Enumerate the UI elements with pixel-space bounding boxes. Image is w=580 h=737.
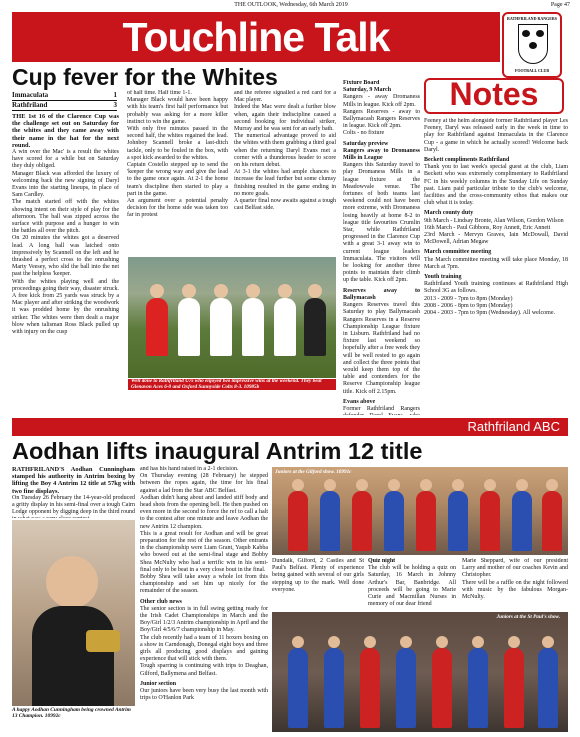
boxer-figure bbox=[512, 491, 532, 551]
paragraph: of half time. Half time 1-1. bbox=[127, 90, 192, 96]
banner-title: Touchline Talk bbox=[122, 14, 390, 60]
paragraph: Former Rathfriland Rangers bbox=[343, 405, 420, 412]
page-header bbox=[12, 2, 570, 12]
story2-column-1 bbox=[12, 466, 135, 518]
paragraph: 9th March - Lindsay Bronte, Alan Wilson, Gordon Wilson bbox=[424, 217, 564, 224]
crest-bottom-text: FOOTBALL CLUB bbox=[514, 68, 550, 73]
paragraph: and the referee signalled a red card for a Mac player. bbox=[234, 90, 336, 104]
paragraph: The match started off with the whites showing intent on their style of play for the afternoon. The ball was zipped across the surface with purpose and a hunger to win the battles all over the pitch. bbox=[12, 199, 119, 235]
boxer-figure bbox=[384, 491, 404, 551]
paragraph: On Tuesday 26 February the 14-year-old produced a gritty display in his semi-final over a tough Cairn Lodge opponent by digging deep in the third round bbox=[12, 494, 135, 516]
boxer-figure bbox=[288, 491, 308, 551]
boxer-figure bbox=[352, 491, 372, 551]
boxer-figure bbox=[396, 648, 416, 728]
boxer-figure bbox=[416, 491, 436, 551]
paragraph: and has his hand raised in a 2-1 decision. bbox=[140, 466, 239, 472]
paragraph: An argument over a potential penalty decision for the home side was taken too far in protest bbox=[127, 198, 228, 219]
paragraph: With only five minutes passed in the second half, the whites regained the lead. Johnboy Scannell broke a last-ditch tackle, only to be fouled in the box, with a spot kick awarded to the whites. bbox=[127, 126, 228, 161]
photo3-caption: Juniors at the St Paul's show. bbox=[496, 614, 560, 620]
team-photo-u7s bbox=[128, 257, 336, 378]
paragraph: Bobby Shea will take away a whole lot from this championship and set him up nicely for the remainder of the season. bbox=[140, 574, 268, 595]
paragraph: Colts - no fixture bbox=[343, 130, 385, 137]
subheading: Rangers away to Dromaness Mills in League bbox=[343, 147, 420, 162]
boxer-figure bbox=[448, 491, 468, 551]
paragraph: The numerical advantage proved to aid the whites with them grabbing a third goal when the returning Daryl Evans met a corner with a thunderous header to score on his return debut. bbox=[234, 133, 336, 169]
paragraph: Our juniors have been very busy the last month with trips to O'Hanlon Park bbox=[140, 688, 268, 702]
story1-headline: Cup fever for the Whites bbox=[12, 64, 278, 90]
boxer-figure bbox=[320, 491, 340, 551]
boxer-figure bbox=[288, 648, 308, 728]
paragraph: 2004 - 2003 - 7pm to 9pm (Wednesday). All welcome. bbox=[424, 310, 555, 317]
boxer-figure bbox=[360, 648, 380, 728]
section-label: Rathfriland ABC bbox=[467, 419, 560, 434]
team-name: Immaculata bbox=[12, 91, 49, 99]
subheading: Reserves away to Ballymacash bbox=[343, 287, 420, 301]
photo2-caption: Juniors at the Gilford show. 10991c bbox=[275, 469, 352, 475]
paragraph: Manager Black would have been happy with his team's first half performance but probably was asking for a more killer instinct to win the game. bbox=[127, 97, 228, 125]
photo4-caption: A happy Aodhan Cunningham being crowned Antrim 13 Champion. 10992c bbox=[12, 707, 131, 719]
photo1-caption: Well done to Rathfriland U7s who enjoyed two impressive wins at the weekend. They beat Glenavon Aces 6-0 and Oxford Sunnyside Colts 8-3. 10985b bbox=[128, 379, 336, 390]
notes-box bbox=[424, 78, 564, 114]
boxer-head bbox=[46, 556, 98, 608]
paragraph: Rangers Reserves - away to Ballymacash Rangers Reserves in league. Kick off 2pm. bbox=[343, 108, 420, 130]
subheading: Beckett compliments Rathfriland bbox=[424, 157, 510, 164]
header-date: THE OUTLOOK, Wednesday, 6th March 2019 bbox=[234, 2, 348, 8]
subheading: March county duty bbox=[424, 210, 474, 217]
boxer-figure bbox=[480, 491, 500, 551]
fixture-board bbox=[343, 80, 420, 415]
player-figure bbox=[242, 298, 264, 356]
paragraph: A win over the Mac' is a result the whites have scored for a while but on Saturday they duly obliged. bbox=[12, 149, 119, 170]
section-banner bbox=[12, 12, 500, 62]
player-figure bbox=[146, 298, 168, 356]
score-row bbox=[12, 101, 117, 111]
team-score: 3 bbox=[113, 101, 117, 109]
story1-lead: THE 1st 16 of the Clarence Cup was the challenge set out on Saturday for the whites and they came away with their name in the hat for the next round. bbox=[12, 113, 119, 149]
notes-column bbox=[424, 118, 568, 415]
paragraph: On 20 minutes the whites got a deserved lead. A long ball was latched onto impressively by Scannell on the left and he thrashed a perfect cross to the onrushing Marty Veesey, who slid the ball into the net past the helpless 'keeper. bbox=[12, 235, 119, 278]
subheading: Quiz night bbox=[368, 558, 396, 564]
boxer-figure bbox=[504, 648, 524, 728]
subheading: Other club news bbox=[140, 598, 182, 605]
story2-column-2 bbox=[140, 466, 268, 734]
player-figure bbox=[304, 298, 326, 356]
paragraph: Captain Costello stepped up to send the 'keeper the wrong way and give the lead to the game once again. At 2-1 the home team's discipline then started to play a part in the game. bbox=[127, 162, 228, 197]
fixture-date: Saturday, 9 March bbox=[343, 87, 392, 94]
section-bar bbox=[12, 418, 568, 436]
fixture-title: Fixture Board bbox=[343, 80, 380, 86]
paragraph: The March committee meeting will take place Monday, 18 March at 7pm. bbox=[424, 256, 568, 270]
boxer-figure bbox=[542, 491, 562, 551]
paragraph: 2013 - 2009 - 7pm to 8pm (Monday) bbox=[424, 295, 513, 302]
paragraph: Rathfriland Youth training continues at Rathfriland High School 3G as follows. bbox=[424, 281, 568, 295]
score-box bbox=[12, 91, 117, 111]
paragraph: Manager Black was afforded the luxury of welcoming back the new signing of Daryl Evans into the starting lineups, in place of Sam Cardley. bbox=[12, 170, 119, 199]
aodhan-champion-photo bbox=[12, 520, 135, 706]
paragraph: There will be a raffle on the night followed with music by the fabulous Morgan-McNulty. bbox=[462, 579, 568, 601]
story2-lead: RATHFRILAND'S Aodhan Cunningham stamped his authority in Antrim boxing by lifting the Boy 4 Antrim 12 title at 57kg with two fine displays. bbox=[12, 466, 135, 495]
paragraph: Dundalk, Gilford, 2 Castles and St Paul's Belfast. Plenty of experience being gained with several of our girls stepping up to the mark. Well done everyone. bbox=[272, 558, 364, 593]
player-figure bbox=[210, 298, 232, 356]
paragraph: With the whites playing well and the proceedings going their way, disaster struck. A free kick from 25 yards was struck by a Mac player and after striking the woodwork it was prodded home by the onrushing striker. The whites were then dealt a major blow when talisman Ross Black pulled up with injury on the cusp bbox=[12, 278, 119, 336]
boxer-figure bbox=[468, 648, 488, 728]
paragraph: Thank you to last week's special guest at the club, Liam Beckett who was extremely complimentary to Rathfriland FC in his weekly columns in the Sunday Life on Sunday past. Liam paid particular tribute to the club's welcome, facilities and the cross-community ethos that makes our club what it is today. bbox=[424, 164, 568, 207]
player-figure bbox=[178, 298, 200, 356]
paragraph: 23rd March - Mervyn Graves, Iain McDowall, David McDowell, Adrian Megaw bbox=[424, 232, 568, 246]
story2-column-5 bbox=[462, 558, 568, 608]
boxer-figure bbox=[432, 648, 452, 728]
paragraph: The club will be holding a quiz on Saturday, 16 March in Johnny Arthur's Bar, Banbridge. All proceeds will be going to Marie Curie and Macmillan Nurses in memory of our dear friend bbox=[368, 565, 456, 608]
paragraph: On Thursday evening (28 February) he stepped between the ropes again, the time for his final against a lad from the Star ABC Belfast. bbox=[140, 473, 268, 494]
boxer-figure bbox=[538, 648, 558, 728]
subheading: Youth training bbox=[424, 274, 462, 281]
boxer-body bbox=[32, 606, 114, 706]
team-score: 1 bbox=[113, 91, 117, 99]
juniors-st-pauls-photo bbox=[272, 612, 568, 732]
paragraph: Aodhan didn't hang about and landed stiff body and head shots from the opening bell. He then pushed on even more in the second to force the ref to call a halt to the contest after one minute and leave Aodhan the new Antrim 12 champion. bbox=[140, 494, 268, 530]
story2-headline: Aodhan lifts inaugural Antrim 12 title bbox=[12, 438, 423, 464]
story1-column-2 bbox=[127, 90, 228, 254]
paragraph: 2008 - 2006 - 8pm to 9pm (Monday) bbox=[424, 302, 513, 309]
story1-column-3 bbox=[234, 90, 336, 254]
juniors-gilford-photo bbox=[272, 467, 568, 555]
paragraph: Rangers - away Dromaness Mills in league. Kick off 2pm. bbox=[343, 94, 420, 108]
player-figure bbox=[274, 298, 296, 356]
paragraph: Rangers this Saturday travel to play Dromaness Mills in a league fixture at the Meadowvale venue. The fortunes of both teams last weekend could not have been more extreme, with Dromaness losing heavily at home 8-2 to league title favourites Crumlin Star, while Rathfriland progressed in the Clarence Cup with a great 3-1 away win to current league leaders Immaculata. The visitors will be looking for another three points to maintain their climb up the table. Kick off 2pm. bbox=[343, 162, 420, 284]
score-row bbox=[12, 91, 117, 101]
paragraph: Tough sparring is continuing with trips to Deaghan, Gilford, Ballymena and Belfast. bbox=[140, 663, 268, 677]
subheading: Saturday preview bbox=[343, 140, 389, 147]
crest-top-text: RATHFRILAND RANGERS bbox=[506, 16, 558, 21]
story1-column-1 bbox=[12, 113, 119, 415]
paragraph: 16th March - Paul Gibbons, Roy Annett, Eric Annett bbox=[424, 224, 551, 231]
subheading: Junior section bbox=[140, 680, 177, 687]
club-crest bbox=[502, 12, 562, 78]
boxer-figure bbox=[324, 648, 344, 728]
paragraph: Indeed the Mac were dealt a further blow when, again their indiscipline caused a second booking for individual striker, Murray and he was sent for an early bath. bbox=[234, 104, 336, 133]
paragraph: Marie Sheppard, wife of our president Larry and mother of our coaches Kevin and Christopher. bbox=[462, 558, 568, 579]
story2-column-4 bbox=[368, 558, 456, 608]
paragraph: A quarter final now awaits against a tough cast Belfast side. bbox=[234, 198, 336, 212]
paragraph: Feeney at the helm alongside former Rathfriland player Les Feeney, Daryl was released early in the week in time to play for Rathfriland against Immaculata in the Clarence Cup - a game in which he actually scored! Welcome back Daryl. bbox=[424, 118, 568, 153]
paragraph: The club recently had a team of 11 boxers boxing on a show in Carndonagh, Donegal eight boys and three girls all producing good displays and gaining experience that will stick with them. bbox=[140, 634, 268, 663]
subheading: March committee meeting bbox=[424, 249, 492, 256]
page-number: Page 47 bbox=[550, 2, 570, 8]
shield-icon bbox=[518, 24, 548, 64]
paragraph: The senior section is in full swing getting ready for the Irish Cadet Championships in March and the Boy/Girl 1/2/3 Antrim championship in April and the Boy/Girl 4/5/6/7 championship in May. bbox=[140, 605, 268, 634]
story2-column-3 bbox=[272, 558, 364, 608]
paragraph: This is a great result for Aodhan and will be great preparation for the rest of the season. Other entrants in the championship were Liam Grant, Yaqub Kabba who bowed out at the semi-final stage and Bobby Shea McNulty who had a terrific win in his semi-final only to be beat in a very close bout in the final. bbox=[140, 530, 268, 573]
paragraph: Rangers Reserves travel this Saturday to play Ballymacash Rangers Reserves in a Reserve Championship League fixture in Lisburn. Rathfriland had no fixture last weekend so hopefully after a free week they will be well rested to go again and collect the three points that would keep them top of the table and contenders for the Reserve Championship league title. Kick off 2.15pm. bbox=[343, 302, 420, 395]
trophy-belt bbox=[86, 630, 120, 652]
subheading: Evans above bbox=[343, 398, 376, 405]
team-name: Rathfriland bbox=[12, 101, 48, 109]
notes-title: Notes bbox=[449, 76, 539, 112]
paragraph: At 3-1 the whites had ample chances to increase the lead further but some clumsy finishing resulted in the game ending in no more goals. bbox=[234, 169, 336, 197]
